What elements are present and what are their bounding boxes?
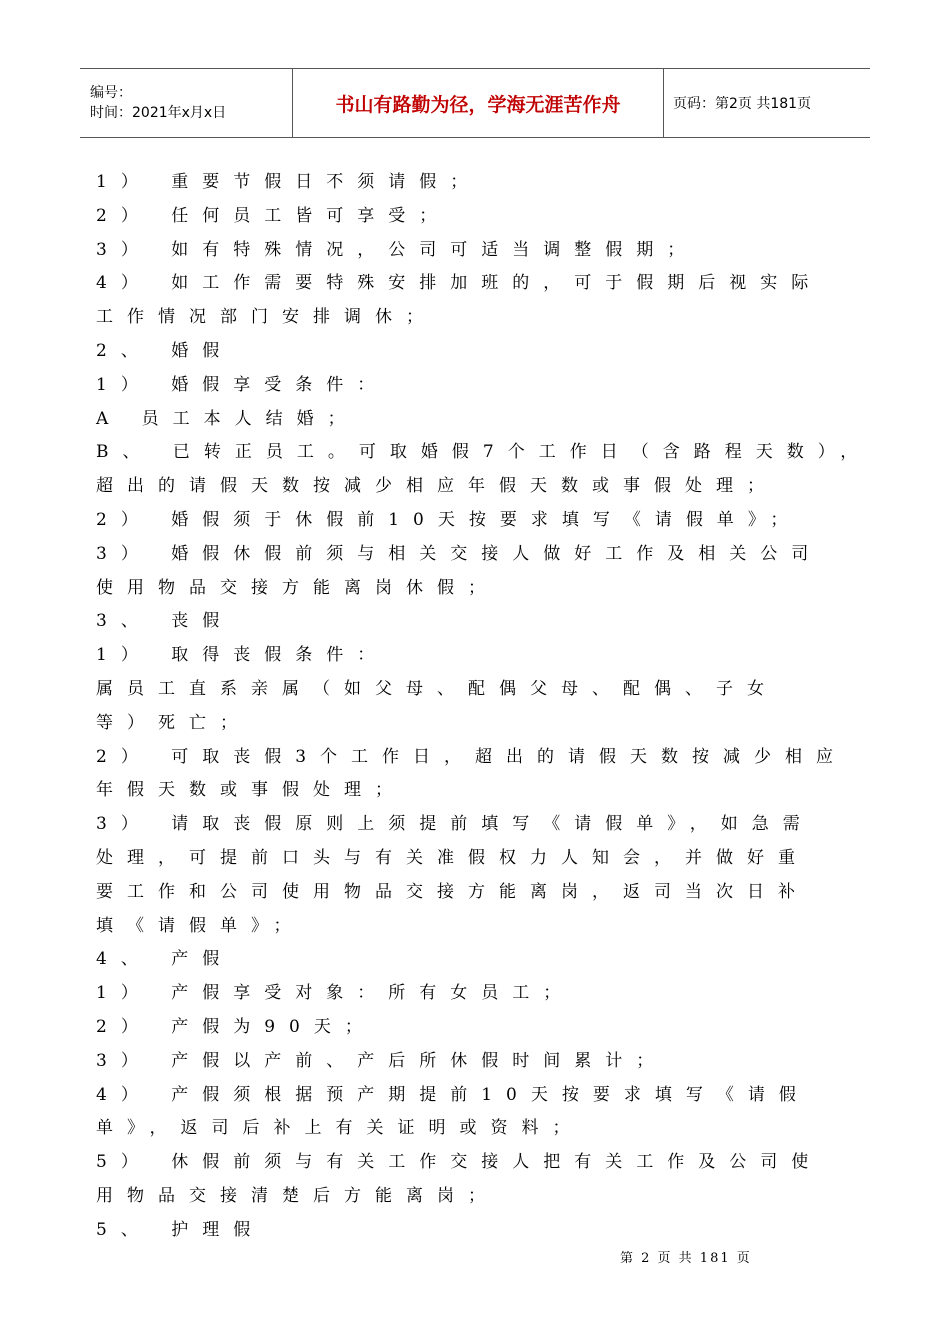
- document-body: [96, 166, 876, 1248]
- body-line: 5） 休假前须与有关工作交接人把有关工作及公司使: [96, 1152, 823, 1173]
- body-line: 1） 婚假享受条件：: [96, 374, 389, 395]
- body-line: 使用物品交接方能离岗休假；: [96, 577, 499, 598]
- document-number-label: 编号：: [90, 85, 132, 101]
- body-line: 单》，返司后补上有关证明或资料；: [96, 1118, 584, 1139]
- body-line: 2） 任何员工皆可享受；: [96, 205, 451, 226]
- body-line: 2） 可取丧假3个工作日，超出的请假天数按减少相应: [96, 746, 848, 767]
- document-date-label: 时间：2021年x月x日: [90, 105, 227, 121]
- body-line: 4、 产假: [96, 949, 234, 970]
- header-page-number: 页码：第2页 共181页: [673, 96, 812, 112]
- body-line: 3） 请取丧假原则上须提前填写《请假单》，如急需: [96, 814, 814, 835]
- page-header: [80, 68, 870, 138]
- body-line: 超出的请假天数按减少相应年假天数或事假处理；: [96, 476, 778, 497]
- body-line: 1） 产假享受对象：所有女员工；: [96, 983, 575, 1004]
- body-line: 5、 护理假: [96, 1219, 265, 1240]
- body-line: 等）死亡；: [96, 712, 251, 733]
- body-line: 4） 产假须根据预产期提前10天按要求填写《请假: [96, 1084, 810, 1105]
- body-line: 年假天数或事假处理；: [96, 780, 406, 801]
- body-line: 2） 产假为90天；: [96, 1016, 376, 1037]
- body-line: 4） 如工作需要特殊安排加班的，可于假期后视实际: [96, 273, 823, 294]
- body-line: 1） 重要节假日不须请假；: [96, 172, 482, 192]
- body-line: 3） 如有特殊情况，公司可适当调整假期；: [96, 239, 699, 260]
- body-line: B、 已转正员工。可取婚假7个工作日（含路程天数），: [96, 442, 872, 463]
- body-line: A 员工本人结婚；: [96, 408, 359, 429]
- header-page-cell: [664, 69, 811, 137]
- body-line: 1） 取得丧假条件：: [96, 645, 389, 666]
- body-line: 处理，可提前口头与有关准假权力人知会，并做好重: [96, 847, 809, 868]
- body-line: 属员工直系亲属（如父母、配偶父母、配偶、子女: [96, 678, 778, 699]
- body-line: 用物品交接清楚后方能离岗；: [96, 1185, 499, 1206]
- page-footer: 第 2 页 共 181 页: [620, 1251, 752, 1266]
- header-motto: 书山有路勤为径，学海无涯苦作舟: [335, 93, 621, 116]
- body-line: 2） 婚假须于休假前10天按要求填写《请假单》；: [96, 509, 802, 530]
- body-line: 工作情况部门安排调休；: [96, 307, 437, 328]
- header-left-cell: [80, 69, 292, 137]
- body-line: 3） 产假以产前、产后所休假时间累计；: [96, 1050, 668, 1071]
- body-line: 要工作和公司使用物品交接方能离岗，返司当次日补: [96, 881, 809, 902]
- body-line: 3） 婚假休假前须与相关交接人做好工作及相关公司: [96, 543, 823, 564]
- body-line: 3、 丧假: [96, 611, 234, 632]
- body-line: 填《请假单》；: [96, 915, 305, 936]
- header-motto-cell: [292, 69, 664, 137]
- body-line: 2、 婚假: [96, 340, 234, 361]
